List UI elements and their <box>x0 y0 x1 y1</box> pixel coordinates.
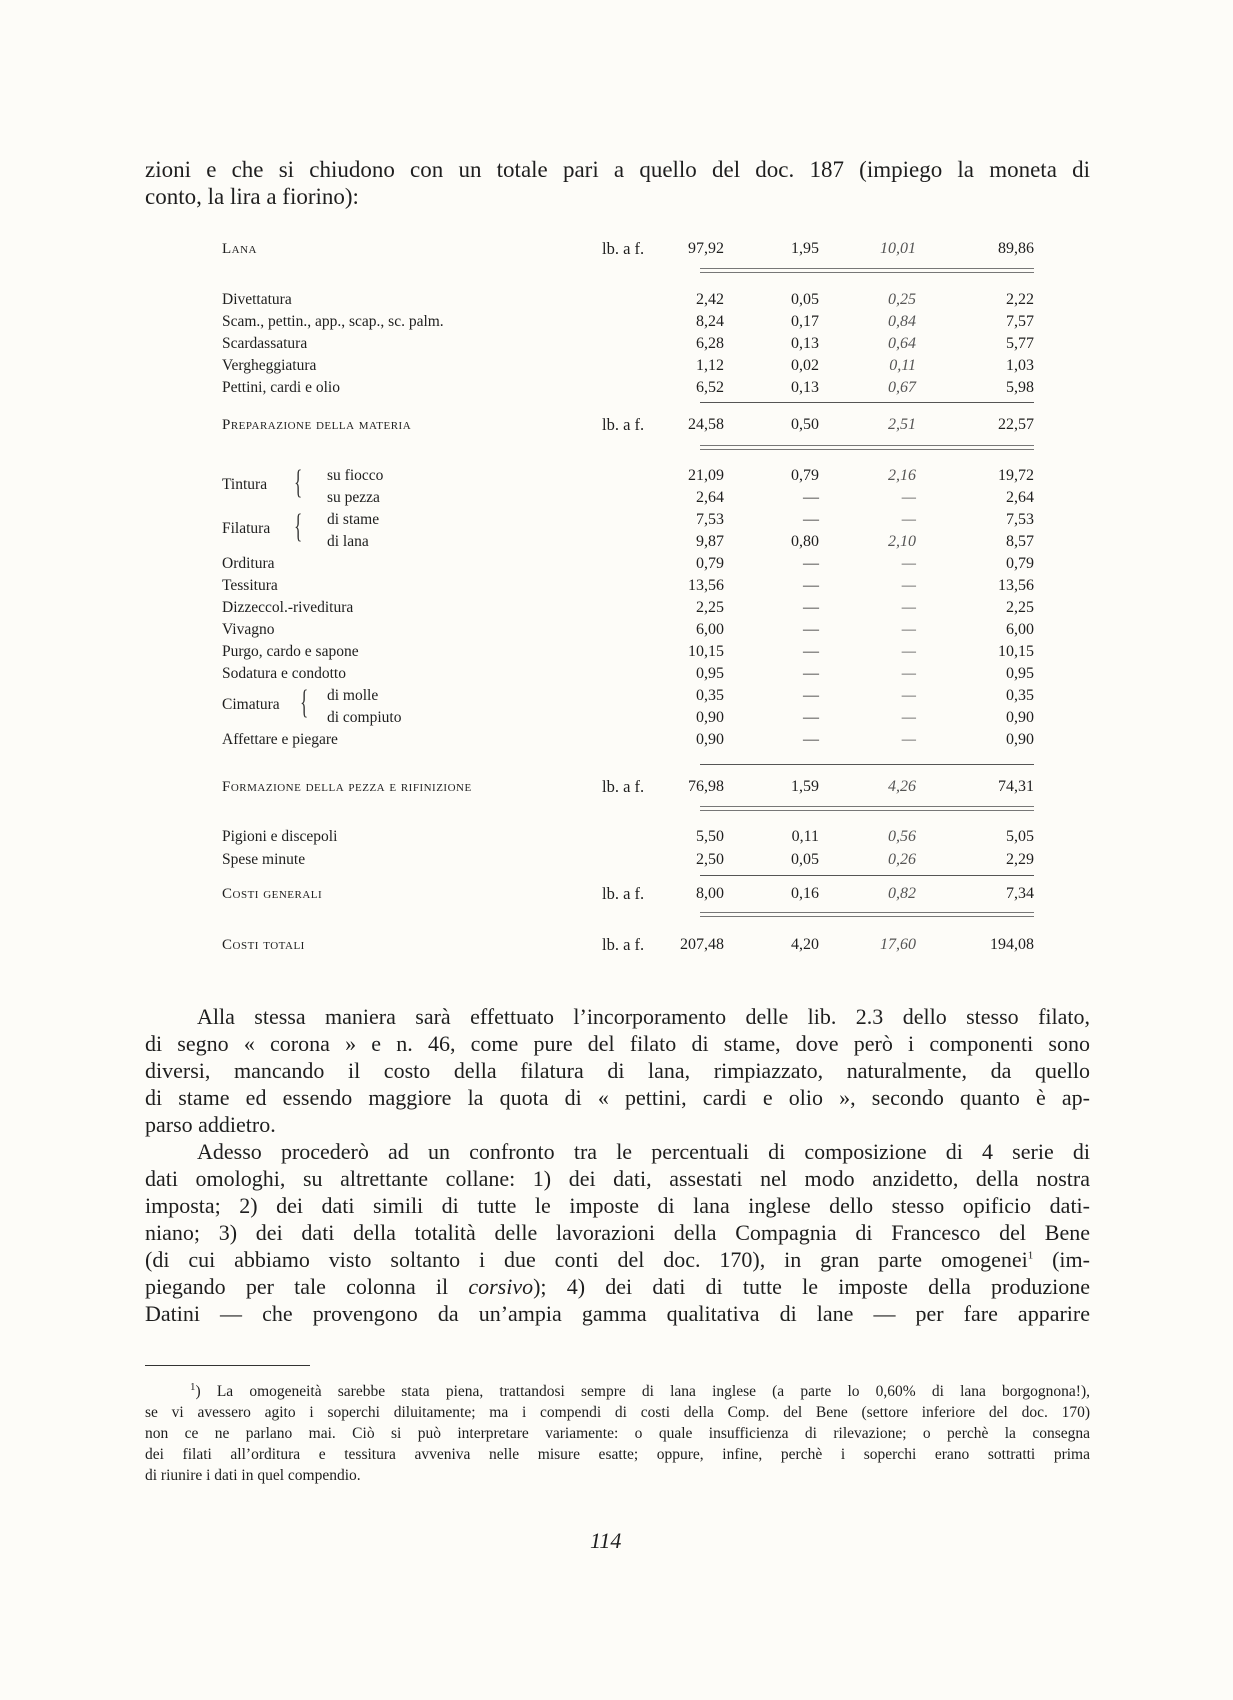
table-row <box>222 663 1034 685</box>
row-label: Dizzeccol.-riveditura <box>222 599 354 616</box>
value-col1: 10,15 <box>688 643 724 660</box>
value-col4: 5,98 <box>1006 379 1034 396</box>
value-col2: 0,02 <box>791 357 819 374</box>
value-col1: 8,00 <box>696 885 724 902</box>
value-col1: 2,42 <box>696 291 724 308</box>
text-line: di riunire i dati in quel compendio. <box>145 1467 361 1484</box>
value-col4: 7,34 <box>1006 885 1034 902</box>
table-row <box>222 575 1034 597</box>
value-col3: — <box>901 489 916 506</box>
value-col2: 0,50 <box>791 416 819 433</box>
value-col1: 2,50 <box>696 851 724 868</box>
value-col2: 0,80 <box>791 533 819 550</box>
table-row-formazione-total <box>222 776 1034 798</box>
value-col1: 13,56 <box>688 577 724 594</box>
italic-word: corsivo <box>468 1274 534 1299</box>
table-row <box>222 849 1034 871</box>
text-line <box>145 1246 1090 1273</box>
group-label-tintura: Tintura <box>222 476 268 493</box>
value-col4: 74,31 <box>998 778 1034 795</box>
intro-line: conto, la lira a fiorino): <box>145 184 359 209</box>
text-line: non ce ne parlano mai. Ciò si può interpretare variamente: o quale insufficienza di rilevazione; o perchè la consegna <box>145 1425 1090 1442</box>
value-col1: 0,90 <box>696 731 724 748</box>
value-col2: — <box>803 709 819 726</box>
value-col2: 0,05 <box>791 291 819 308</box>
double-rule <box>700 912 1034 917</box>
value-col3: 0,56 <box>888 828 916 845</box>
value-col2: 0,13 <box>791 379 819 396</box>
text-line: Adesso procederò ad un confronto tra le percentuali di composizione di 4 serie di <box>197 1139 1090 1164</box>
value-col4: 2,22 <box>1006 291 1034 308</box>
value-col2: 0,16 <box>791 885 819 902</box>
unit-label: lb. a f. <box>602 935 645 954</box>
table-row <box>222 826 1034 848</box>
unit-label: lb. a f. <box>602 239 645 258</box>
value-col2: 1,59 <box>791 778 819 795</box>
text-line: se vi avessero agito i soperchi diluitamente; ma i compendi di costi della Comp. del Bene (settore inferiore del doc. 170) <box>145 1404 1090 1421</box>
value-col1: 24,58 <box>688 416 724 433</box>
value-col3: — <box>901 555 916 572</box>
value-col2: 0,13 <box>791 335 819 352</box>
row-label: Vergheggiatura <box>222 357 317 374</box>
value-col1: 76,98 <box>688 778 724 795</box>
sum-rule <box>700 764 1034 765</box>
row-label: Lana <box>222 241 257 257</box>
value-col1: 2,64 <box>696 489 724 506</box>
table-row-preparazione-total <box>222 414 1034 436</box>
value-col3: 4,26 <box>888 778 916 795</box>
value-col1: 6,52 <box>696 379 724 396</box>
group-label-filatura: Filatura <box>222 520 271 537</box>
body-paragraph-2 <box>145 1138 1090 1327</box>
row-label: Pigioni e discepoli <box>222 828 338 845</box>
text-line <box>145 1273 1090 1300</box>
table-row <box>222 311 1034 333</box>
value-col3: 10,01 <box>880 240 916 257</box>
value-col1: 7,53 <box>696 511 724 528</box>
row-label: Vivagno <box>222 621 275 638</box>
value-col4: 0,35 <box>1006 687 1034 704</box>
value-col2: 1,95 <box>791 240 819 257</box>
group-label-cimatura: Cimatura <box>222 696 280 713</box>
sum-rule <box>700 402 1034 403</box>
value-col4: 5,05 <box>1006 828 1034 845</box>
row-label: Scam., pettin., app., scap., sc. palm. <box>222 313 444 330</box>
value-col1: 0,35 <box>696 687 724 704</box>
value-col3: 0,25 <box>888 291 916 308</box>
value-col2: — <box>803 577 819 594</box>
table-row-lana <box>222 238 1034 260</box>
value-col3: 0,64 <box>888 335 916 352</box>
row-label: Pettini, cardi e olio <box>222 379 340 396</box>
value-col1: 1,12 <box>696 357 724 374</box>
value-col3: 17,60 <box>880 936 916 953</box>
value-col3: — <box>901 621 916 638</box>
text-line <box>145 1381 1090 1402</box>
intro-text <box>145 156 1090 210</box>
value-col4: 89,86 <box>998 240 1034 257</box>
text-line: parso addietro. <box>145 1112 276 1137</box>
table-row <box>222 509 1034 531</box>
value-col2: 0,79 <box>791 467 819 484</box>
row-label: Scardassatura <box>222 335 308 352</box>
value-col2: — <box>803 489 819 506</box>
row-sublabel: di lana <box>327 533 369 550</box>
table-row <box>222 685 1034 707</box>
value-col4: 0,79 <box>1006 555 1034 572</box>
value-col1: 0,90 <box>696 709 724 726</box>
value-col4: 13,56 <box>998 577 1034 594</box>
table-row <box>222 289 1034 311</box>
row-label: Sodatura e condotto <box>222 665 346 682</box>
value-col3: 0,67 <box>888 379 916 396</box>
body-paragraph-1 <box>145 1003 1090 1138</box>
value-col2: 4,20 <box>791 936 819 953</box>
value-col2: — <box>803 511 819 528</box>
value-col1: 6,28 <box>696 335 724 352</box>
value-col3: — <box>901 709 916 726</box>
row-label: Affettare e piegare <box>222 731 338 748</box>
value-col4: 19,72 <box>998 467 1034 484</box>
table-row <box>222 597 1034 619</box>
table-row <box>222 729 1034 751</box>
row-sublabel: su pezza <box>327 489 380 506</box>
table-row <box>222 465 1034 487</box>
table-row <box>222 377 1034 399</box>
value-col1: 6,00 <box>696 621 724 638</box>
value-col1: 97,92 <box>688 240 724 257</box>
text-segment: ); 4) dei dati di tutte le imposte della produzione <box>533 1274 1090 1299</box>
row-sublabel: di stame <box>327 511 380 528</box>
text-line: diversi, mancando il costo della filatura di lana, rimpiazzato, naturalmente, da quello <box>145 1058 1090 1083</box>
text-segment: (im- <box>1033 1247 1090 1272</box>
value-col4: 7,53 <box>1006 511 1034 528</box>
text-line: niano; 3) dei dati della totalità delle lavorazioni della Compagnia di Francesco del Bene <box>145 1220 1090 1245</box>
value-col4: 2,29 <box>1006 851 1034 868</box>
row-sublabel: di molle <box>327 687 379 704</box>
intro-line: zioni e che si chiudono con un totale pari a quello del doc. 187 (impiego la moneta di <box>145 157 1090 182</box>
value-col1: 207,48 <box>680 936 724 953</box>
footnote-separator <box>145 1365 310 1366</box>
value-col4: 2,25 <box>1006 599 1034 616</box>
footnote-ref: 1 <box>1027 1249 1034 1262</box>
value-col2: — <box>803 665 819 682</box>
double-rule <box>700 268 1034 273</box>
value-col1: 0,79 <box>696 555 724 572</box>
table-row <box>222 641 1034 663</box>
brace-icon: { <box>300 684 309 721</box>
unit-label: lb. a f. <box>602 884 645 903</box>
table-row <box>222 553 1034 575</box>
value-col1: 0,95 <box>696 665 724 682</box>
row-label: Orditura <box>222 555 275 572</box>
value-col4: 194,08 <box>990 936 1034 953</box>
value-col3: — <box>901 643 916 660</box>
value-col4: 7,57 <box>1006 313 1034 330</box>
table-row <box>222 487 1034 509</box>
value-col3: — <box>901 731 916 748</box>
value-col1: 8,24 <box>696 313 724 330</box>
value-col3: 0,11 <box>889 357 916 374</box>
value-col2: — <box>803 599 819 616</box>
row-label: Purgo, cardo e sapone <box>222 643 359 660</box>
sum-rule <box>700 875 1034 876</box>
text-segment: piegando per tale colonna il <box>145 1274 469 1299</box>
text-line: Alla stessa maniera sarà effettuato l’incorporamento delle lib. 2.3 dello stesso filato, <box>197 1004 1090 1029</box>
unit-label: lb. a f. <box>602 415 645 434</box>
value-col4: 22,57 <box>998 416 1034 433</box>
value-col3: — <box>901 511 916 528</box>
text-line: di segno « corona » e n. 46, come pure del filato di stame, dove però i componenti sono <box>145 1031 1090 1056</box>
value-col3: 2,10 <box>888 533 916 550</box>
value-col3: — <box>901 599 916 616</box>
row-label: Preparazione della materia <box>222 417 412 433</box>
text-line: dati omologhi, su altrettante collane: 1) dei dati, assestati nel modo anzidetto, della nostra <box>145 1166 1090 1191</box>
row-label: Divettatura <box>222 291 292 308</box>
value-col1: 2,25 <box>696 599 724 616</box>
value-col4: 0,90 <box>1006 709 1034 726</box>
value-col3: 0,26 <box>888 851 916 868</box>
value-col4: 5,77 <box>1006 335 1034 352</box>
text-segment: ) La omogeneità sarebbe stata piena, trattandosi sempre di lana inglese (a parte lo 0,60% di lana borgognona!), <box>195 1383 1090 1400</box>
value-col4: 2,64 <box>1006 489 1034 506</box>
table-row-generali-total <box>222 883 1034 905</box>
row-label: Costi generali <box>222 886 323 902</box>
row-sublabel: di compiuto <box>327 709 402 726</box>
table-row <box>222 531 1034 553</box>
value-col3: 2,16 <box>888 467 916 484</box>
value-col2: — <box>803 687 819 704</box>
value-col1: 5,50 <box>696 828 724 845</box>
row-label: Tessitura <box>222 577 278 594</box>
double-rule <box>700 806 1034 811</box>
unit-label: lb. a f. <box>602 777 645 796</box>
row-label: Costi totali <box>222 937 305 953</box>
table-row-costi-totali <box>222 934 1034 956</box>
value-col1: 21,09 <box>688 467 724 484</box>
row-label: Formazione della pezza e rifinizione <box>222 779 472 795</box>
table-row <box>222 355 1034 377</box>
value-col2: 0,11 <box>791 828 819 845</box>
value-col3: 0,84 <box>888 313 916 330</box>
text-line: di stame ed essendo maggiore la quota di « pettini, cardi e olio », secondo quanto è ap- <box>145 1085 1090 1110</box>
value-col2: — <box>803 731 819 748</box>
value-col4: 1,03 <box>1006 357 1034 374</box>
value-col4: 10,15 <box>998 643 1034 660</box>
value-col4: 6,00 <box>1006 621 1034 638</box>
table-row <box>222 707 1034 729</box>
value-col2: — <box>803 555 819 572</box>
text-line: Datini — che provengono da un’ampia gamma qualitativa di lane — per fare apparire <box>145 1301 1090 1326</box>
text-segment: (di cui abbiamo visto soltanto i due conti del doc. 170), in gran parte omogenei <box>145 1247 1028 1272</box>
row-label: Spese minute <box>222 851 306 868</box>
value-col2: 0,05 <box>791 851 819 868</box>
value-col3: — <box>901 665 916 682</box>
table-row <box>222 333 1034 355</box>
brace-icon: { <box>294 464 303 501</box>
double-rule <box>700 445 1034 450</box>
value-col3: 0,82 <box>888 885 916 902</box>
text-line: dei filati all’orditura e tessitura avveniva nelle misure esatte; oppure, infine, perchè i soperchi erano sottratti prima <box>145 1446 1090 1463</box>
row-sublabel: su fiocco <box>327 467 384 484</box>
footnote <box>145 1381 1090 1486</box>
value-col4: 0,95 <box>1006 665 1034 682</box>
value-col3: — <box>901 577 916 594</box>
value-col3: — <box>901 687 916 704</box>
value-col3: 2,51 <box>888 416 916 433</box>
value-col2: 0,17 <box>791 313 819 330</box>
table-row <box>222 619 1034 641</box>
footnote-marker: 1 <box>190 1380 196 1393</box>
value-col4: 8,57 <box>1006 533 1034 550</box>
value-col2: — <box>803 643 819 660</box>
value-col2: — <box>803 621 819 638</box>
value-col1: 9,87 <box>696 533 724 550</box>
text-line: imposta; 2) dei dati simili di tutte le imposte di lana inglese dello stesso opificio dati- <box>145 1193 1090 1218</box>
page-number: 114 <box>590 1528 622 1553</box>
brace-icon: { <box>294 508 303 545</box>
value-col4: 0,90 <box>1006 731 1034 748</box>
